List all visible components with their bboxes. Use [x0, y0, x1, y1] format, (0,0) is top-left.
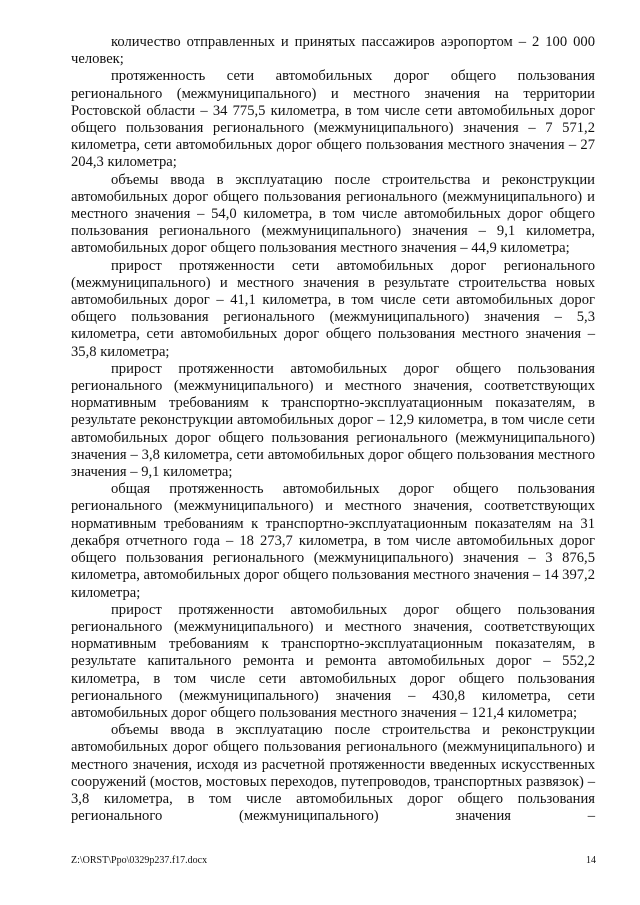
paragraph-new-roads-growth: прирост протяженности сети автомобильных дорог регионального (межмуниципального) и местного значения в результате строительства новых автомобильных дорог – 41,1 километра, в том числе сети автомобильных дорог общего пользования регионального (межмуниципального) значения – 5,3 километра, сети автомобильных дорог общего пользования местного значения – 35,8 километра;: [71, 257, 595, 360]
page-number: 14: [586, 855, 596, 866]
footer-file-path: Z:\ORST\Ppo\0329p237.f17.docx: [71, 855, 208, 866]
paragraph-commissioning-volume: объемы ввода в эксплуатацию после строительства и реконструкции автомобильных дорог общего пользования регионального (межмуниципального) и местного значения – 54,0 километра, в том числе автомобильных дорог общего пользования регионального (межмуниципального) значения – 9,1 километра, автомобильных дорог общего пользования местного значения – 44,9 километра;: [71, 171, 595, 257]
paragraph-reconstruction-growth: прирост протяженности автомобильных дорог общего пользования регионального (межмуниципального) и местного значения, соответствующих нормативным требованиям к транспортно-эксплуатационным показателям, в результате реконструкции автомобильных дорог – 12,9 километра, в том числе сети автомобильных дорог общего пользования регионального (межмуниципального) значения – 3,8 километра, сети автомобильных дорог общего пользования местного значения – 9,1 километра;: [71, 360, 595, 481]
paragraph-repair-growth: прирост протяженности автомобильных дорог общего пользования регионального (межмуниципального) и местного значения, соответствующих нормативным требованиям к транспортно-эксплуатационным показателям, в результате капитального ремонта и ремонта автомобильных дорог – 552,2 километра, в том числе сети автомобильных дорог общего пользования регионального (межмуниципального) значения – 430,8 километра, сети автомобильных дорог общего пользования местного значения – 121,4 километра;: [71, 601, 595, 721]
paragraph-structures-commissioning: объемы ввода в эксплуатацию после строительства и реконструкции автомобильных дорог общего пользования регионального (межмуниципального) и местного значения, исходя из расчетной протяженности введенных искусственных сооружений (мостов, мостовых переходов, путепроводов, транспортных развязок) – 3,8 километра, в том числе автомобильных дорог общего пользования регионального (межмуниципального) значения –: [71, 722, 595, 825]
paragraph-passengers: количество отправленных и принятых пассажиров аэропортом – 2 100 000 человек;: [71, 34, 595, 68]
document-body: [71, 34, 595, 825]
paragraph-total-compliant-length: общая протяженность автомобильных дорог общего пользования регионального (межмуниципального) и местного значения, соответствующих нормативным требованиям к транспортно-эксплуатационным показателям на 31 декабря отчетного года – 18 273,7 километра, в том числе автомобильных дорог общего пользования регионального (межмуниципального) значения – 3 876,5 километра, автомобильных дорог общего пользования местного значения – 14 397,2 километра;: [71, 481, 595, 601]
paragraph-road-network-length: протяженность сети автомобильных дорог общего пользования регионального (межмуниципального) и местного значения на территории Ростовской области – 34 775,5 километра, в том числе сети автомобильных дорог общего пользования регионального (межмуниципального) значения – 7 571,2 километра, сети автомобильных дорог общего пользования местного значения – 27 204,3 километра;: [71, 68, 595, 171]
